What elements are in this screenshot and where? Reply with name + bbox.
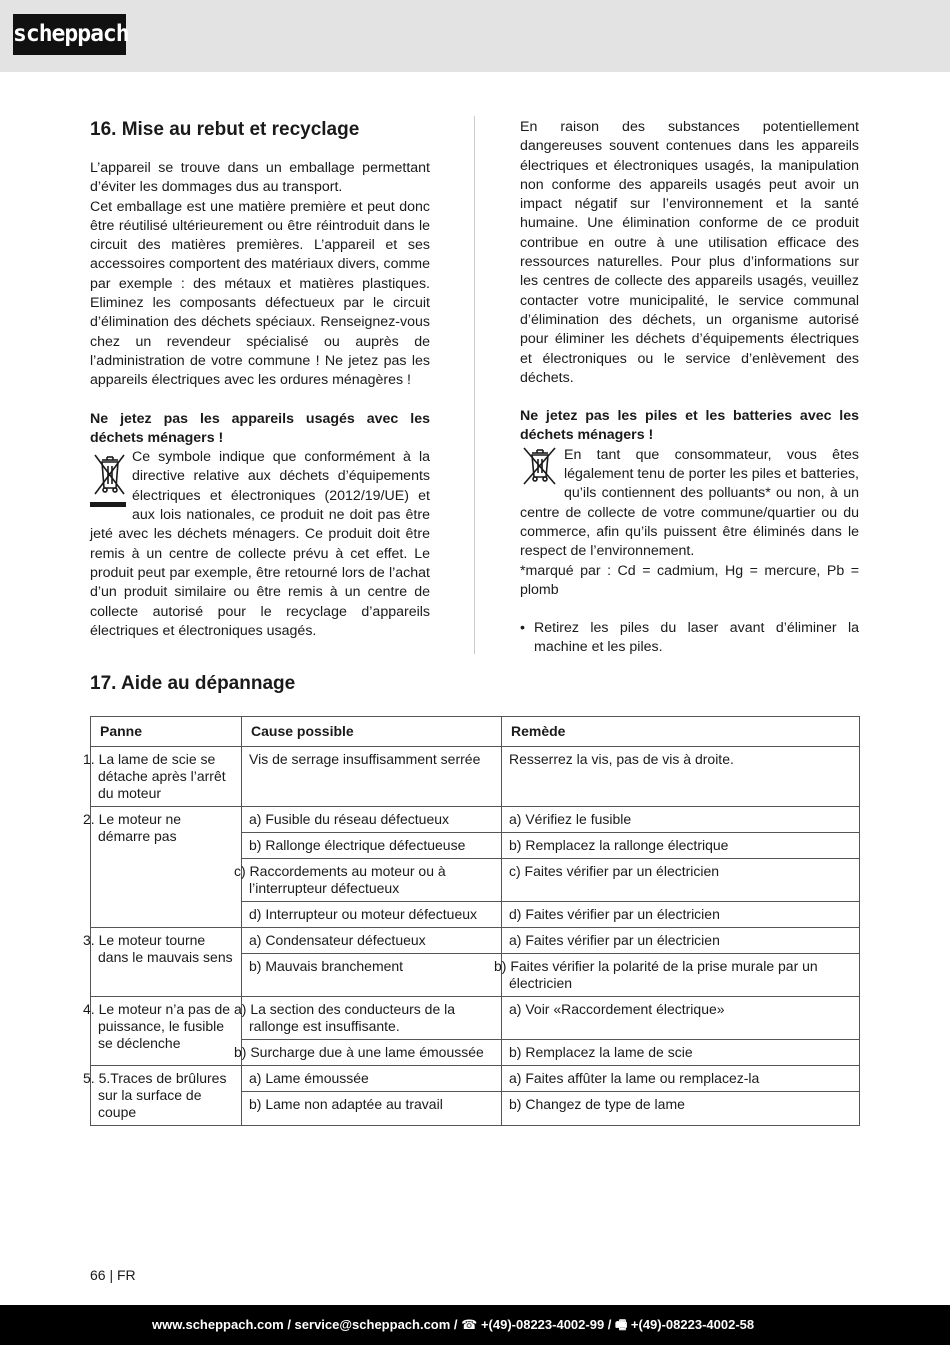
paragraph-weee-symbol: Ce symbole indique que conformément à la directive relative aux déchets d’équipements électriques et électroniques (2012/19/UE) et aux lois nationales, ce produit ne doit pas être jeté avec les déchets ménagers. Ce produit doit être remis à un centre de collecte prévu à cet effet. Le produit peut par exemple, être retourné lors de l’achat d’un produit similaire ou être remis à un centre de collecte autorisé pour le recyclage d’appareils électriques et électroniques usagés. xyxy=(90,449,430,639)
scheppach-logo: scheppach xyxy=(13,14,126,55)
header-remede: Remède xyxy=(502,717,860,747)
remedy-cell: d) Faites vérifier par un électricien xyxy=(502,902,860,928)
table-row xyxy=(91,807,860,833)
crossed-out-bin-icon xyxy=(90,450,128,516)
section-16-right-column xyxy=(520,118,859,658)
contact-info: www.scheppach.com / service@scheppach.com / ☎ +(49)-08223-4002-99 / 🖷 +(49)-08223-4002-58 xyxy=(152,1317,755,1332)
paragraph-packaging-recycling: Cet emballage est une matière première et peut donc être réutilisé ultérieurement ou être réintroduit dans le circuit des matières premières. L’appareil et ses accessoires comportent des matériaux divers, comme par exemple : des métaux et matières plastiques. Eliminez les composants défectueux par le circuit d’élimination des déchets spéciaux. Renseignez-vous chez un revendeur spécialisé ou auprès de l’administration de votre commune ! Ne jetez pas les appareils électriques avec les ordures ménagères ! xyxy=(90,198,430,389)
table-header-row xyxy=(91,717,860,747)
remedy-cell: c) Faites vérifier par un électricien xyxy=(502,859,860,902)
remedy-cell: b) Remplacez la rallonge électrique xyxy=(502,833,860,859)
remedy-cell: b) Faites vérifier la polarité de la prise murale par un électricien xyxy=(502,954,860,997)
cause-cell: a) Condensateur défectueux xyxy=(242,928,502,954)
remedy-cell: Resserrez la vis, pas de vis à droite. xyxy=(502,747,860,807)
column-divider xyxy=(474,116,475,654)
paragraph-hazardous-substances: En raison des substances potentiellement dangereuses souvent contenues dans les appareils électriques et électroniques usagés, la manipulation non conforme des appareils usagés peut avoir un impact négatif sur l’environnement et la santé humaine. Une élimination conforme de ce produit contribue en outre à une utilisation efficace des ressources naturelles. Pour plus d’informations sur les centres de collecte des appareils usagés, veuillez contacter votre municipalité, le service communal d’élimination des déchets, un organisme autorisé pour éliminer les déchets d’équipements électriques et électroniques ou le service d’enlèvement des déchets. xyxy=(520,119,859,386)
section-17-title: 17. Aide au dépannage xyxy=(90,673,296,694)
section-16-title: 16. Mise au rebut et recyclage xyxy=(90,119,360,140)
table-row xyxy=(91,997,860,1040)
footer-bar xyxy=(0,1305,950,1345)
table-row xyxy=(91,747,860,807)
cause-cell: b) Mauvais branchement xyxy=(242,954,502,997)
section-16-left-column xyxy=(90,118,430,641)
table-row xyxy=(91,1066,860,1092)
paragraph-packaging: L’appareil se trouve dans un emballage permettant d’éviter les dommages dus au transport. xyxy=(90,160,430,196)
fault-cell: 3. Le moteur tourne dans le mauvais sens xyxy=(91,928,242,997)
remedy-cell: a) Faites affûter la lame ou remplacez-la xyxy=(502,1066,860,1092)
warning-batteries: Ne jetez pas les piles et les batteries avec les déchets ménagers ! xyxy=(520,408,859,444)
remedy-cell: b) Remplacez la lame de scie xyxy=(502,1040,860,1066)
header-cause: Cause possible xyxy=(242,717,502,747)
cause-cell: d) Interrupteur ou moteur défectueux xyxy=(242,902,502,928)
remedy-cell: a) Voir «Raccordement électrique» xyxy=(502,997,860,1040)
fault-cell: 2. Le moteur ne démarre pas xyxy=(91,807,242,928)
bullet-remove-batteries xyxy=(520,619,859,658)
cause-cell: b) Lame non adaptée au travail xyxy=(242,1092,502,1126)
page-number: 66 | FR xyxy=(90,1267,136,1283)
cause-cell: c) Raccordements au moteur ou à l’interrupteur défectueux xyxy=(242,859,502,902)
cause-cell: Vis de serrage insuffisamment serrée xyxy=(242,747,502,807)
cause-cell: a) La section des conducteurs de la rallonge est insuffisante. xyxy=(242,997,502,1040)
cause-cell: b) Rallonge électrique défectueuse xyxy=(242,833,502,859)
bullet-text: Retirez les piles du laser avant d’éliminer la machine et les piles. xyxy=(534,620,859,656)
fault-cell: 1. La lame de scie se détache après l’arrêt du moteur xyxy=(91,747,242,807)
crossed-out-bin-battery-icon xyxy=(520,446,558,486)
warning-appliances: Ne jetez pas les appareils usagés avec les déchets ménagers ! xyxy=(90,410,430,446)
cause-cell: a) Lame émoussée xyxy=(242,1066,502,1092)
paragraph-chemical-marks: *marqué par : Cd = cadmium, Hg = mercure, Pb = plomb xyxy=(520,562,859,598)
remedy-cell: a) Faites vérifier par un électricien xyxy=(502,928,860,954)
header-panne: Panne xyxy=(91,717,242,747)
cause-cell: b) Surcharge due à une lame émoussée xyxy=(242,1040,502,1066)
remedy-cell: b) Changez de type de lame xyxy=(502,1092,860,1126)
fault-cell: 4. Le moteur n’a pas de puissance, le fusible se déclenche xyxy=(91,997,242,1066)
header-bar xyxy=(0,0,950,72)
cause-cell: a) Fusible du réseau défectueux xyxy=(242,807,502,833)
bullet-icon: • xyxy=(520,620,525,637)
troubleshooting-table xyxy=(83,716,860,1126)
remedy-cell: a) Vérifiez le fusible xyxy=(502,807,860,833)
fault-cell: 5. 5.Traces de brûlures sur la surface de coupe xyxy=(91,1066,242,1126)
paragraph-batteries: En tant que consommateur, vous êtes légalement tenu de porter les piles et batteries, qu’ils contiennent des polluants* ou non, à un centre de collecte de votre commune/quartier ou du commerce, afin qu’ils puissent être éliminés dans le respect de l’environnement. xyxy=(520,446,859,560)
table-row xyxy=(91,928,860,954)
